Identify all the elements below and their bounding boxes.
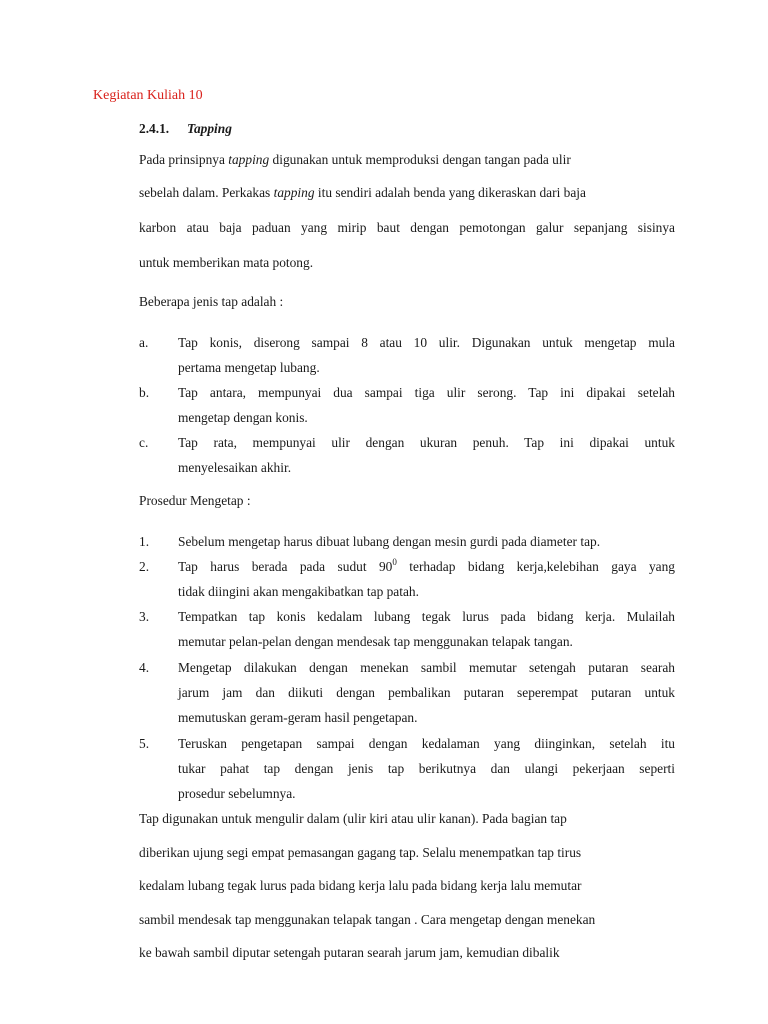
list-marker: b. [139,385,150,400]
closing-line-3: kedalam lubang tegak lurus pada bidang kerja lalu pada bidang kerja lalu memutar [139,878,582,893]
types-heading: Beberapa jenis tap adalah : [139,294,284,309]
step-marker: 1. [139,534,150,549]
closing-line-2: diberikan ujung segi empat pemasangan gagang tap. Selalu menempatkan tap tirus [139,845,582,860]
step-line: memutuskan geram-geram hasil pengetapan. [178,710,418,725]
section-title: Tapping [187,121,232,136]
step-line: Teruskan pengetapan sampai dengan kedalaman yang diinginkan, setelah itu [178,736,675,751]
list-item-line: Tap konis, diserong sampai 8 atau 10 ulir. Digunakan untuk mengetap mula [178,335,675,350]
closing-line-5: ke bawah sambil diputar setengah putaran searah jarum jam, kemudian dibalik [139,945,560,960]
intro-line-3: karbon atau baja paduan yang mirip baut dengan pemotongan galur sepanjang sisinya [139,220,675,235]
closing-line-1: Tap digunakan untuk mengulir dalam (ulir kiri atau ulir kanan). Pada bagian tap [139,811,567,826]
procedure-heading: Prosedur Mengetap : [139,493,251,508]
step-marker: 4. [139,660,150,675]
step-marker: 3. [139,609,150,624]
step-line: prosedur sebelumnya. [178,786,296,801]
intro-line-1: Pada prinsipnya tapping digunakan untuk memproduksi dengan tangan pada ulir [139,152,571,167]
step-marker: 2. [139,559,150,574]
step-line: tukar pahat tap dengan jenis tap berikutnya dan ulangi pekerjaan seperti [178,761,675,776]
intro-line-2: sebelah dalam. Perkakas tapping itu sendiri adalah benda yang dikeraskan dari baja [139,185,586,200]
section-number: 2.4.1. [139,121,170,136]
step-line: Tap harus berada pada sudut $90^0$ terhadap bidang kerja,kelebihan gaya yang [178,557,675,574]
step-line: Sebelum mengetap harus dibuat lubang dengan mesin gurdi pada diameter tap. [178,534,601,549]
closing-line-4: sambil mendesak tap menggunakan telapak tangan . Cara mengetap dengan menekan [139,912,596,927]
intro-line-4: untuk memberikan mata potong. [139,255,314,270]
list-item-line: Tap antara, mempunyai dua sampai tiga ulir serong. Tap ini dipakai setelah [178,385,675,400]
list-item-line: Tap rata, mempunyai ulir dengan ukuran penuh. Tap ini dipakai untuk [178,435,675,450]
list-marker: c. [139,435,149,450]
document-header: Kegiatan Kuliah 10 [93,88,203,103]
step-line: jarum jam dan diikuti dengan pembalikan putaran seperempat putaran untuk [178,685,675,700]
step-marker: 5. [139,736,150,751]
step-line: tidak diingini akan mengakibatkan tap patah. [178,584,419,599]
list-marker: a. [139,335,149,350]
step-line: Tempatkan tap konis kedalam lubang tegak lurus pada bidang kerja. Mulailah [178,609,675,624]
step-line: memutar pelan-pelan dengan mendesak tap menggunakan telapak tangan. [178,634,573,649]
list-item-line: mengetap dengan konis. [178,410,308,425]
step-line: Mengetap dilakukan dengan menekan sambil memutar setengah putaran searah [178,660,675,675]
list-item-line: menyelesaikan akhir. [178,460,292,475]
section-heading [139,120,232,138]
list-item-line: pertama mengetap lubang. [178,360,320,375]
